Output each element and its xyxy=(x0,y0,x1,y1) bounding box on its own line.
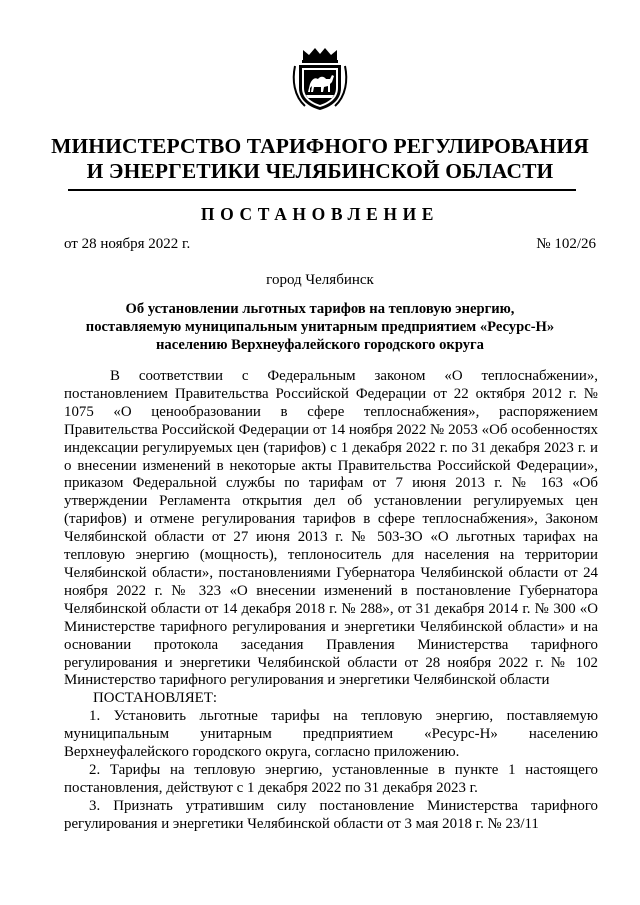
resolution-item-3: 3. Признать утратившим силу постановление Министерства тарифного регулирования и энергетики Челябинской области от 3 мая 2018 г. № 23/11 xyxy=(64,797,598,832)
ministry-title-line2: И ЭНЕРГЕТИКИ ЧЕЛЯБИНСКОЙ ОБЛАСТИ xyxy=(86,159,554,183)
document-subject xyxy=(80,300,560,354)
subject-line1: Об установлении льготных тарифов на тепловую энергию, xyxy=(125,301,515,317)
chelyabinsk-coat-of-arms-icon xyxy=(291,46,349,112)
document-number: № 102/26 xyxy=(536,236,596,252)
document-date: от 28 ноября 2022 г. xyxy=(64,236,191,252)
subject-line3: населению Верхнеуфалейского городского округа xyxy=(156,337,484,353)
ministry-title xyxy=(40,134,600,184)
document-body xyxy=(64,368,598,834)
subject-line2: поставляемую муниципальным унитарным предприятием «Ресурс-Н» xyxy=(85,319,555,335)
resolves-heading: ПОСТАНОВЛЯЕТ: xyxy=(93,690,217,707)
header-divider xyxy=(68,189,576,191)
resolution-item-1: 1. Установить льготные тарифы на тепловую энергию, поставляемую муниципальным унитарным предприятием «Ресурс-Н» населению Верхнеуфалейского городского округа, согласно приложению. xyxy=(64,708,598,761)
document-city: город Челябинск xyxy=(266,272,374,288)
resolution-item-2: 2. Тарифы на тепловую энергию, установленные в пункте 1 настоящего постановления, действуют с 1 декабря 2022 по 31 декабря 2023 г. xyxy=(64,761,598,796)
document-type: ПОСТАНОВЛЕНИЕ xyxy=(200,204,440,224)
preamble-paragraph: В соответствии с Федеральным законом «О теплоснабжении», постановлением Правительства Российской Федерации от 22 октября 2012 г. № 1075 «О ценообразовании в сфере теплоснабжения», распоряжением Правительства Российской Федерации от 14 ноября 2022 № 2053 «Об особенностях индексации регулируемых цен (тарифов) с 1 декабря 2022 г. по 31 декабря 2023 г. и о внесении изменений в некоторые акты Правительства Российской Федерации», приказом Федеральной службы по тарифам от 7 июня 2013 г. № 163 «Об утверждении Регламента открытия дел об установлении регулируемых цен (тарифов) и отмене регулирования тарифов в сфере теплоснабжения», Законом Челябинской области от 27 июня 2013 г. № 503-ЗО «О льготных тарифах на тепловую энергию (мощность), теплоноситель для населения на территории Челябинской области», постановлениями Губернатора Челябинской области от 24 ноября 2022 г. № 323 «О внесении изменений в постановление Губернатора Челябинской области от 14 декабря 2018 г. № 288», от 31 декабря 2014 г. № 300 «О Министерстве тарифного регулирования и энергетики Челябинской области» и на основании протокола заседания Правления Министерства тарифного регулирования и энергетики Челябинской области от 28 ноября 2022 г. № 102 Министерство тарифного регулирования и энергетики Челябинской области xyxy=(64,368,598,689)
ministry-title-line1: МИНИСТЕРСТВО ТАРИФНОГО РЕГУЛИРОВАНИЯ xyxy=(51,134,589,158)
